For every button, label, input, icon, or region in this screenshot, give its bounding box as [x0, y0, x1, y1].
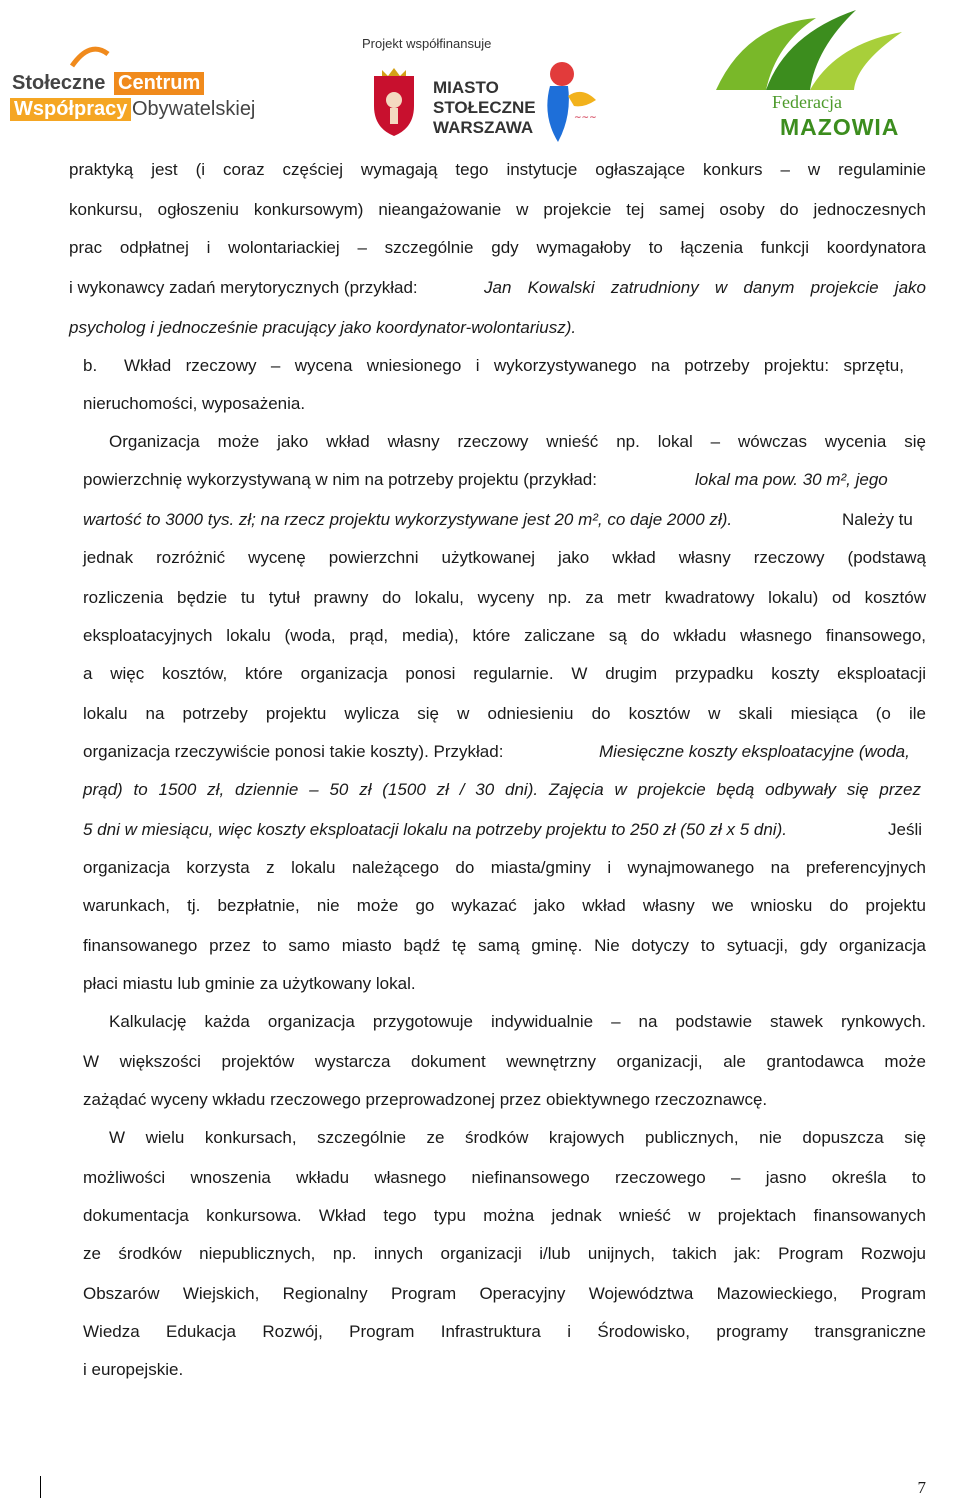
scwo-word-3: Współpracy — [10, 98, 131, 121]
page-number: 7 — [917, 1478, 926, 1497]
text-line: organizacja rzeczywiście ponosi takie koszty). Przykład: — [83, 742, 504, 761]
scwo-logo — [10, 44, 256, 130]
mermaid-mascot-icon — [538, 56, 608, 146]
text-line: Wkład rzeczowy – wycena wniesionego i wykorzystywanego na potrzeby projektu: sprzętu, — [124, 356, 904, 375]
text-line: Organizacja może jako wkład własny rzeczowy wnieść np. lokal – wówczas wycenia się — [109, 432, 926, 451]
text-line: konkursu, ogłoszeniu konkursowym) nieangażowanie w projekcie tej samej osoby do jednoczesnych — [69, 200, 926, 219]
federacja-mazowia-logo — [706, 4, 956, 144]
text-line: Kalkulację każda organizacja przygotowuje indywidualnie – na podstawie stawek rynkowych. — [109, 1012, 926, 1031]
text-line: finansowanego przez to samo miasto bądź tę samą gminę. Nie dotyczy to sytuacji, gdy organizacja — [83, 936, 926, 955]
scwo-word-2: Centrum — [114, 72, 204, 95]
text-line: Jeśli — [888, 820, 923, 839]
list-marker: b. — [83, 356, 98, 375]
text-line: powierzchnię wykorzystywaną w nim na potrzeby projektu (przykład: — [83, 470, 597, 489]
text-line-italic: Miesięczne koszty eksploatacyjne (woda, — [599, 742, 910, 761]
text-line: praktyką jest (i coraz częściej wymagają tego instytucje ogłaszające konkurs – w regulaminie — [69, 160, 926, 179]
mazowia-swirl-icon — [706, 4, 906, 100]
text-line: Wiedza Edukacja Rozwój, Program Infrastruktura i Środowisko, programy transgraniczne — [83, 1322, 926, 1341]
text-line: eksploatacyjnych lokalu (woda, prąd, media), które zaliczane są do wkładu własnego finansowego, — [83, 626, 926, 645]
federacja-label: Federacja — [772, 92, 842, 112]
text-line: Obszarów Wiejskich, Regionalny Program Operacyjny Województwa Mazowieckiego, Program — [83, 1284, 926, 1303]
text-line-italic: psycholog i jednocześnie pracujący jako koordynator-wolontariusz). — [69, 318, 577, 337]
scwo-swoosh-icon — [70, 44, 110, 70]
text-line: W wielu konkursach, szczególnie ze środków krajowych publicznych, nie dopuszcza się — [109, 1128, 926, 1147]
warszawa-line-3: WARSZAWA — [433, 118, 534, 137]
text-line: nieruchomości, wyposażenia. — [83, 394, 306, 413]
text-line: jednak rozróżnić wycenę powierzchni użytkowanej jako wkład własny rzeczowy (podstawą — [83, 548, 926, 567]
margin-mark — [40, 1476, 41, 1498]
text-line: lokalu na potrzeby projektu wylicza się w odniesieniu do kosztów w skali miesiąca (o ile — [83, 704, 926, 723]
text-line: możliwości wnoszenia wkładu własnego niefinansowego rzeczowego – jasno określa to — [83, 1168, 926, 1187]
text-line: warunkach, tj. bezpłatnie, nie może go wykazać jako wkład własny we wniosku do projektu — [83, 896, 926, 915]
text-line: prac odpłatnej i wolontariackiej – szczególnie gdy wymagałoby to łączenia funkcji koordynatora — [69, 238, 926, 257]
scwo-word-4: Obywatelskiej — [132, 98, 256, 120]
text-line: płaci miastu lub gminie za użytkowany lokal. — [83, 974, 416, 993]
text-line-italic: Jan Kowalski zatrudniony w danym projekcie jako — [484, 278, 926, 297]
text-line: Należy tu — [842, 510, 913, 529]
text-line-italic: lokal ma pow. 30 m², jego — [695, 470, 888, 489]
text-line: a więc kosztów, które organizacja ponosi regularnie. W drugim przypadku koszty eksploatacji — [83, 664, 926, 683]
text-line-italic: wartość to 3000 tys. zł; na rzecz projektu wykorzystywane jest 20 m², co daje 2000 zł). — [83, 510, 733, 529]
scwo-word-1: Stołeczne — [12, 72, 106, 94]
warszawa-line-2: STOŁECZNE — [433, 98, 536, 117]
text-line: rozliczenia będzie tu tytuł prawny do lokalu, wyceny np. za metr kwadratowy lokalu) od kosztów — [83, 588, 926, 607]
text-line: dokumentacja konkursowa. Wkład tego typu można jednak wnieść w projektach finansowanych — [83, 1206, 926, 1225]
page-header — [0, 0, 960, 150]
text-run: i wykonawcy zadań merytorycznych (przykład: — [69, 278, 418, 297]
svg-text:~~~: ~~~ — [574, 113, 597, 123]
text-line: organizacja korzysta z lokalu należącego do miasta/gminy i wynajmowanego na preferencyjnych — [83, 858, 926, 877]
text-line: zażądać wyceny wkładu rzeczowego przeprowadzonej przez obiektywnego rzeczoznawcę. — [83, 1090, 768, 1109]
text-line: W większości projektów wystarcza dokument wewnętrzny organizacji, ale grantodawca może — [83, 1052, 926, 1071]
warszawa-name — [433, 78, 536, 138]
warszawa-line-1: MIASTO — [433, 78, 499, 97]
warsaw-crest-icon — [368, 66, 420, 138]
cofinance-label: Projekt współfinansuje — [362, 36, 492, 51]
text-line-italic: 5 dni w miesiącu, więc koszty eksploatacji lokalu na potrzeby projektu to 250 zł (50 zł x 5 dni). — [83, 820, 787, 839]
warszawa-logo — [348, 34, 618, 150]
mazowia-label: MAZOWIA — [780, 114, 900, 140]
text-line: ze środków niepublicznych, np. innych organizacji i/lub unijnych, takich jak: Program Rozwoju — [83, 1244, 926, 1263]
text-line-italic: prąd) to 1500 zł, dziennie – 50 zł (1500 zł / 30 dni). Zajęcia w projekcie będą odbywały się przez — [83, 780, 921, 799]
text-line — [69, 278, 418, 298]
text-line: i europejskie. — [83, 1360, 184, 1379]
